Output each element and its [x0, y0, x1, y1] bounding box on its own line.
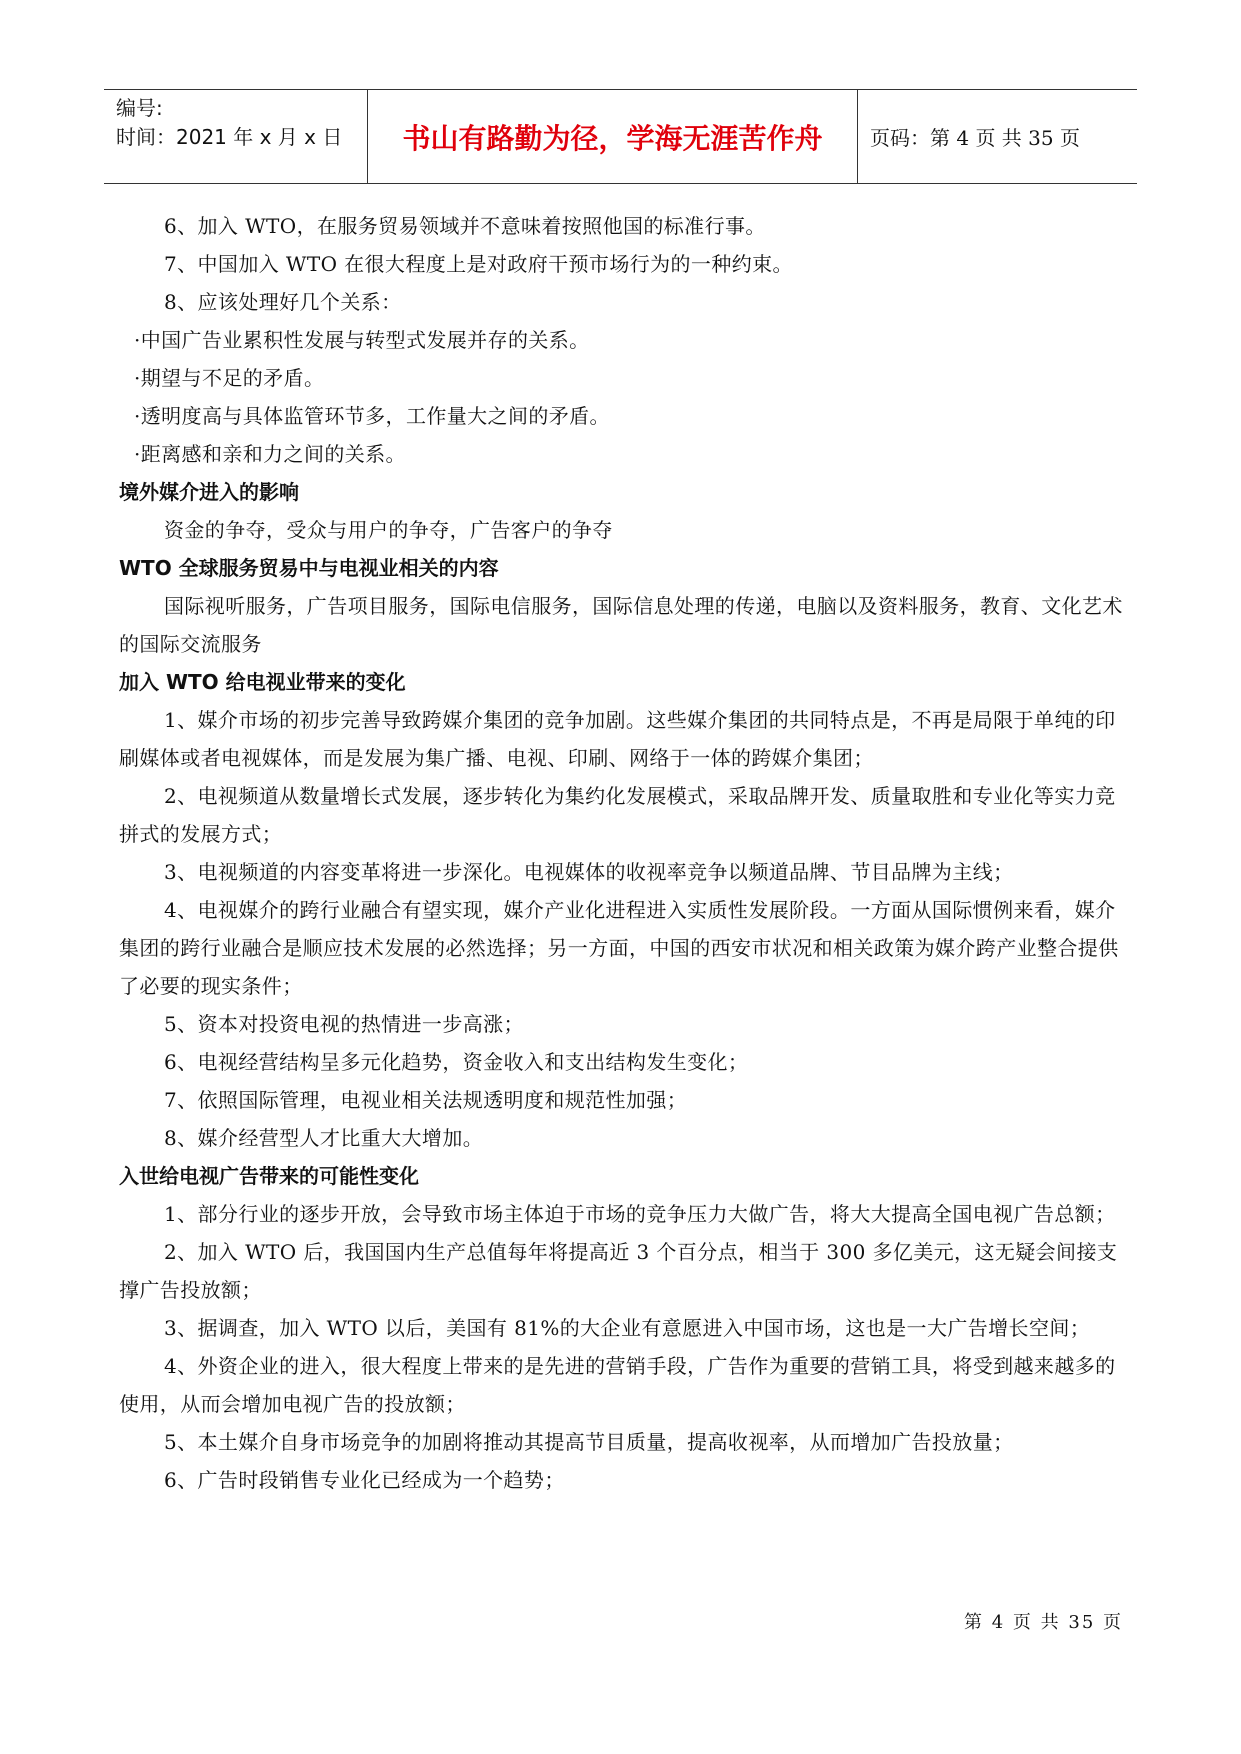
- paragraph: 2、加入 WTO 后，我国国内生产总值每年将提高近 3 个百分点，相当于 300 多亿美元，这无疑会间接支撑广告投放额；: [119, 1240, 1118, 1302]
- document-number-label: 编号:: [116, 96, 163, 120]
- paragraph: 6、加入 WTO，在服务贸易领域并不意味着按照他国的标准行事。: [164, 214, 766, 238]
- paragraph: 8、应该处理好几个关系：: [164, 290, 402, 314]
- paragraph: 4、电视媒介的跨行业融合有望实现，媒介产业化进程进入实质性发展阶段。一方面从国际惯例来看，媒介集团的跨行业融合是顺应技术发展的必然选择；另一方面，中国的西安市状况和相关政策为媒介跨产业整合提供了必要的现实条件；: [119, 898, 1119, 998]
- section-heading: 入世给电视广告带来的可能性变化: [119, 1164, 419, 1188]
- paragraph: 1、部分行业的逐步开放，会导致市场主体迫于市场的竞争压力大做广告，将大大提高全国电视广告总额；: [164, 1202, 1116, 1226]
- paragraph: 5、资本对投资电视的热情进一步高涨；: [164, 1012, 524, 1036]
- document-body: [119, 207, 1129, 1499]
- document-time-label: 时间：2021 年 x 月 x 日: [116, 125, 343, 149]
- paragraph: 7、中国加入 WTO 在很大程度上是对政府干预市场行为的一种约束。: [164, 252, 793, 276]
- paragraph: 2、电视频道从数量增长式发展，逐步转化为集约化发展模式，采取品牌开发、质量取胜和专业化等实力竞拼式的发展方式；: [119, 784, 1116, 846]
- header-motto: 书山有路勤为径，学海无涯苦作舟: [402, 121, 823, 155]
- header-meta: [116, 94, 342, 152]
- bullet-item: ·透明度高与具体监管环节多，工作量大之间的矛盾。: [134, 404, 610, 428]
- paragraph: 8、媒介经营型人才比重大大增加。: [164, 1126, 484, 1150]
- paragraph: 5、本土媒介自身市场竞争的加剧将推动其提高节目质量，提高收视率，从而增加广告投放量；: [164, 1430, 1014, 1454]
- paragraph: 6、电视经营结构呈多元化趋势，资金收入和支出结构发生变化；: [164, 1050, 749, 1074]
- bullet-item: ·中国广告业累积性发展与转型式发展并存的关系。: [134, 328, 590, 352]
- section-heading: WTO 全球服务贸易中与电视业相关的内容: [119, 556, 499, 580]
- paragraph: 7、依照国际管理，电视业相关法规透明度和规范性加强；: [164, 1088, 688, 1112]
- paragraph: 6、广告时段销售专业化已经成为一个趋势；: [164, 1468, 565, 1492]
- page-header: [104, 89, 1137, 184]
- page-footer: 第 4 页 共 35 页: [964, 1612, 1123, 1633]
- section-heading: 加入 WTO 给电视业带来的变化: [119, 670, 406, 694]
- paragraph: 3、电视频道的内容变革将进一步深化。电视媒体的收视率竞争以频道品牌、节目品牌为主线；: [164, 860, 1014, 884]
- bullet-item: ·期望与不足的矛盾。: [134, 366, 325, 390]
- paragraph: 4、外资企业的进入，很大程度上带来的是先进的营销手段，广告作为重要的营销工具，将受到越来越多的使用，从而会增加电视广告的投放额；: [119, 1354, 1116, 1416]
- paragraph: 3、据调查，加入 WTO 以后，美国有 81%的大企业有意愿进入中国市场，这也是一大广告增长空间；: [164, 1316, 1091, 1340]
- paragraph: 国际视听服务，广告项目服务，国际电信服务，国际信息处理的传递，电脑以及资料服务，教育、文化艺术的国际交流服务: [119, 594, 1123, 656]
- bullet-item: ·距离感和亲和力之间的关系。: [134, 442, 406, 466]
- paragraph: 1、媒介市场的初步完善导致跨媒介集团的竞争加剧。这些媒介集团的共同特点是，不再是局限于单纯的印刷媒体或者电视媒体，而是发展为集广播、电视、印刷、网络于一体的跨媒介集团；: [119, 708, 1116, 770]
- section-heading: 境外媒介进入的影响: [119, 480, 299, 504]
- header-divider: [857, 90, 858, 183]
- header-page-number: 页码：第 4 页 共 35 页: [870, 126, 1080, 150]
- paragraph: 资金的争夺，受众与用户的争夺，广告客户的争夺: [164, 518, 613, 542]
